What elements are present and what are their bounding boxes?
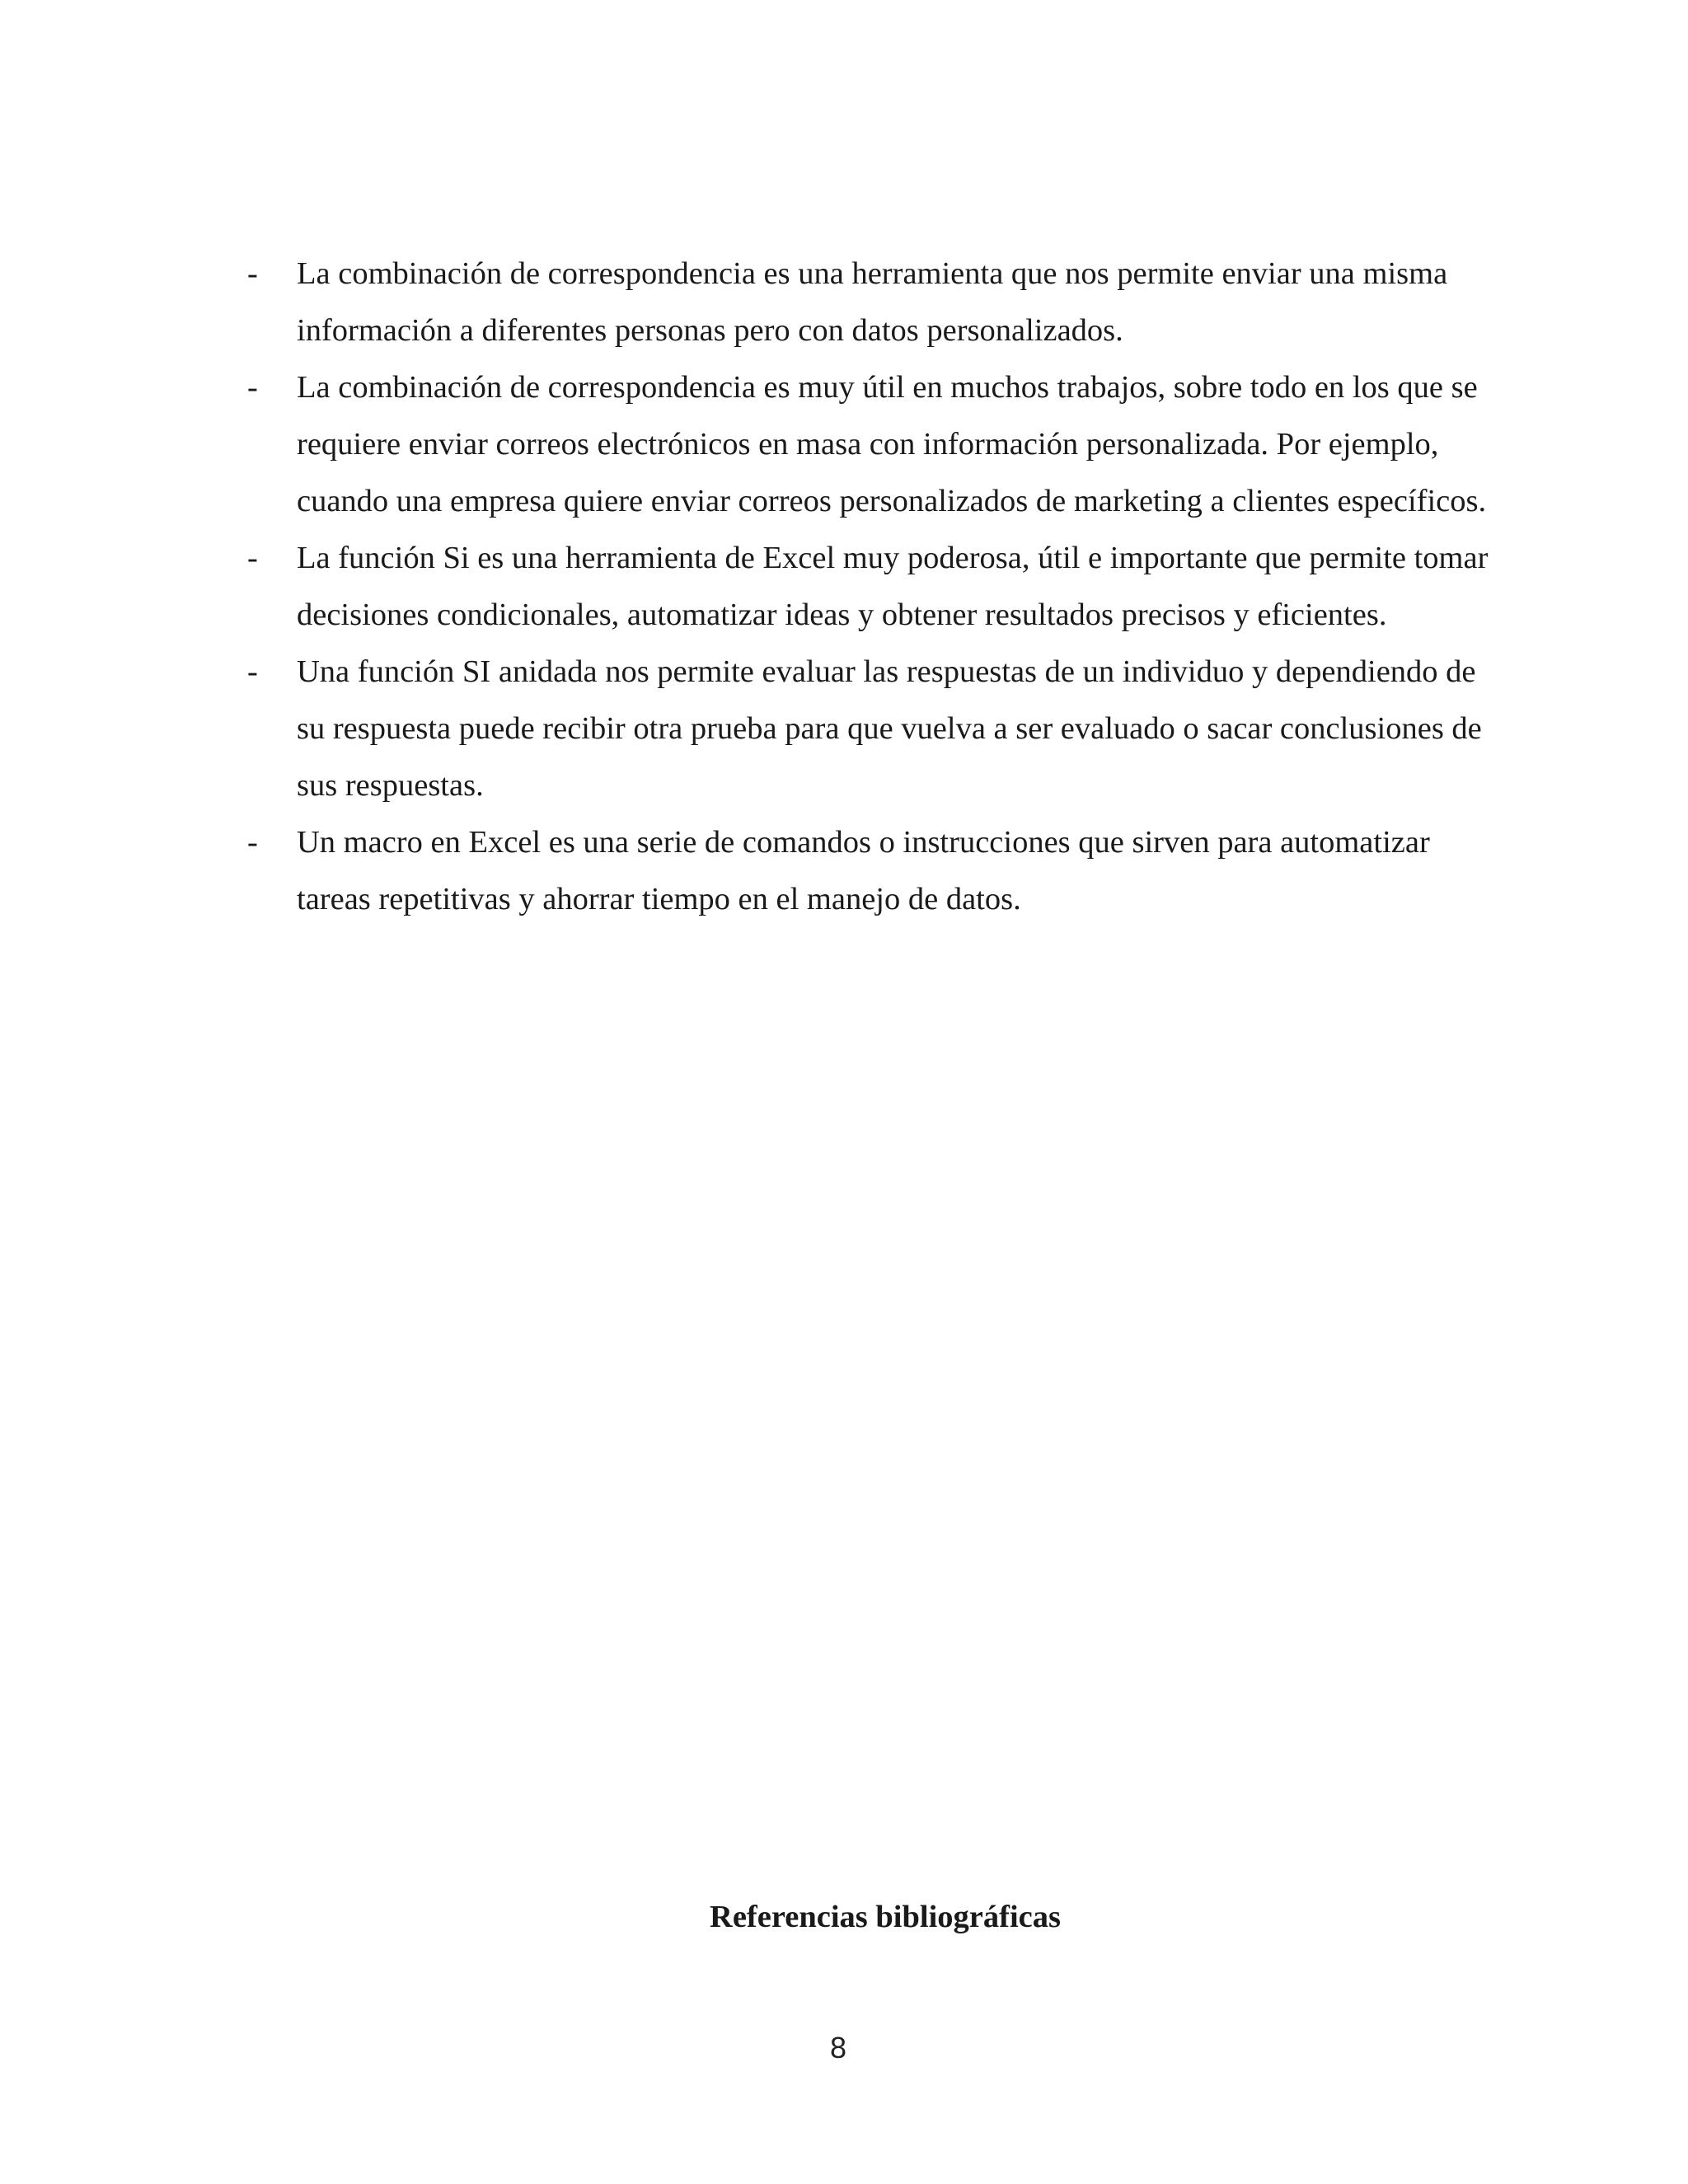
list-marker: - — [247, 825, 258, 860]
references-heading: Referencias bibliográficas — [710, 1900, 1061, 1934]
list-marker: - — [247, 370, 258, 405]
list-item-text: La combinación de correspondencia es una herramienta que nos permite enviar una misma información a diferentes personas pero con datos personalizados. — [297, 256, 1448, 348]
page-number: 8 — [829, 2031, 847, 2064]
list-marker: - — [247, 654, 258, 689]
list-item — [247, 246, 1500, 359]
list-marker: - — [247, 541, 258, 575]
list-item — [247, 530, 1500, 644]
list-item-text: Un macro en Excel es una serie de comandos o instrucciones que sirven para automatizar tareas repetitivas y ahorrar tiempo en el manejo de datos. — [297, 825, 1430, 916]
list-item-text: La combinación de correspondencia es muy útil en muchos trabajos, sobre todo en los que se requiere enviar correos electrónicos en masa con información personalizada. Por ejemplo, cuando una empresa quiere enviar correos personalizados de marketing a clientes específicos. — [297, 370, 1487, 518]
conclusions-list — [247, 246, 1500, 928]
list-item — [247, 359, 1500, 530]
list-marker: - — [247, 256, 258, 291]
list-item — [247, 814, 1500, 928]
list-item-text: Una función SI anidada nos permite evaluar las respuestas de un individuo y dependiendo de su respuesta puede recibir otra prueba para que vuelva a ser evaluado o sacar conclusiones de sus respuestas. — [297, 654, 1482, 803]
list-item-text: La función Si es una herramienta de Excel muy poderosa, útil e importante que permite tomar decisiones condicionales, automatizar ideas y obtener resultados precisos y eficientes. — [297, 541, 1489, 632]
list-item — [247, 644, 1500, 814]
